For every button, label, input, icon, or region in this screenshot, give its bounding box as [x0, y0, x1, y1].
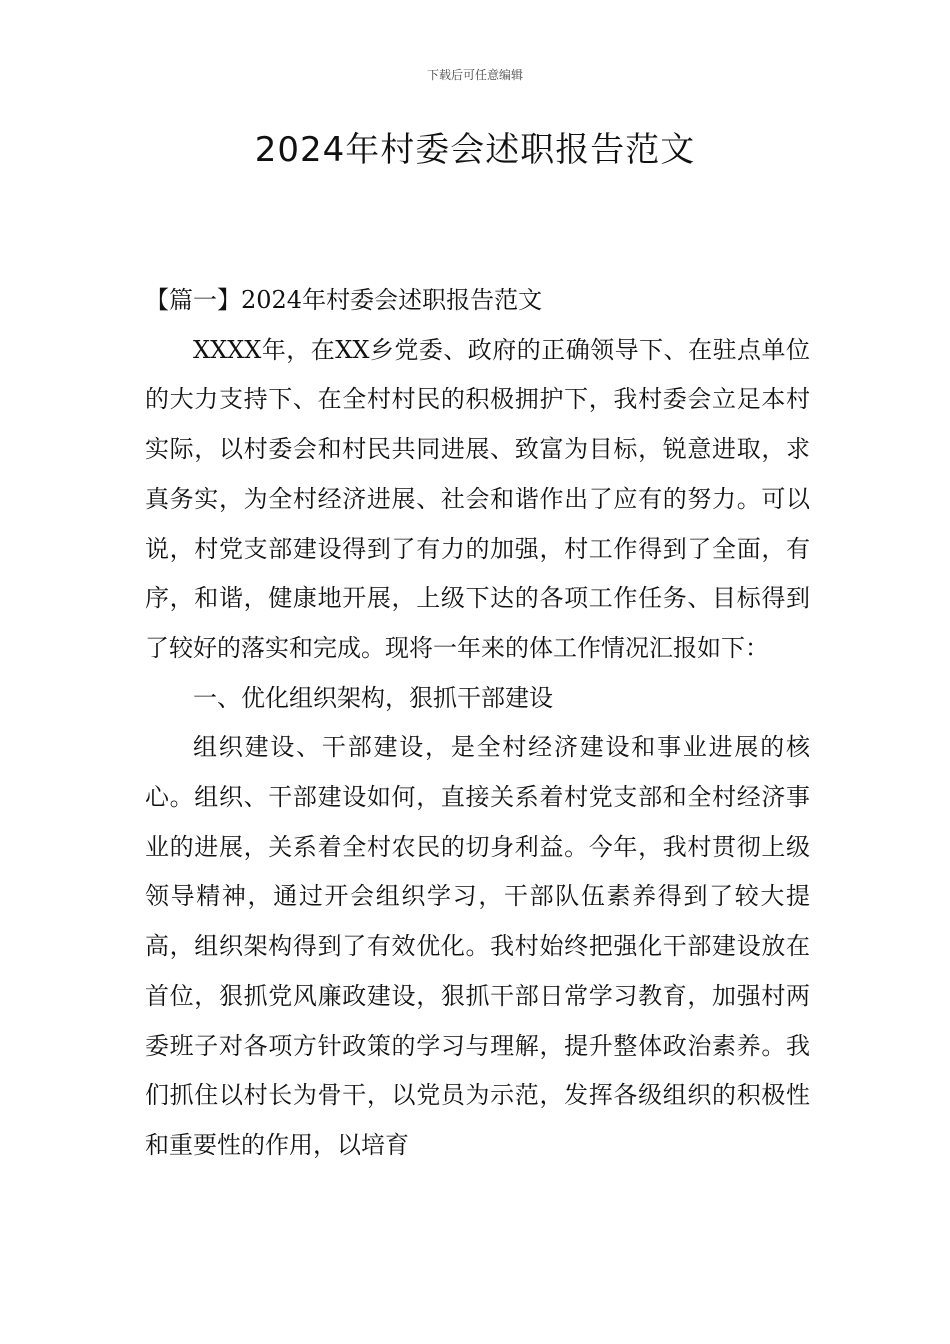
document-title: 2024年村委会述职报告范文 — [254, 130, 696, 170]
header-note: 下载后可任意编辑 — [426, 68, 523, 82]
paragraph-organization: 组织建设、干部建设，是全村经济建设和事业进展的核心。组织、干部建设如何，直接关系着村党支部和全村经济事业的进展，关系着全村农民的切身利益。今年，我村贯彻上级领导精神，通过开会组织学习，干部队伍素养得到了较大提高，组织架构得到了有效优化。我村始终把强化干部建设放在首位，狠抓党风廉政建设，狠抓干部日常学习教育，加强村两委班子对各项方针政策的学习与理解，提升整体政治素养。我们抓住以村长为骨干，以党员为示范，发挥各级组织的积极性和重要性的作用，以培育 — [145, 733, 810, 1159]
paragraph-intro: XXXX年，在XX乡党委、政府的正确领导下、在驻点单位的大力支持下、在全村村民的积极拥护下，我村委会立足本村实际，以村委会和村民共同进展、致富为目标，锐意进取，求真务实，为全村经济进展、社会和谐作出了应有的努力。可以说，村党支部建设得到了有力的加强，村工作得到了全面，有序，和谐，健康地开展，上级下达的各项工作任务、目标得到了较好的落实和完成。现将一年来的体工作情况汇报如下： — [145, 335, 810, 662]
document-body — [145, 276, 810, 1171]
section-heading: 【篇一】2024年村委会述职报告范文 — [145, 286, 543, 314]
subsection-heading: 一、优化组织架构，狠抓干部建设 — [193, 683, 553, 712]
